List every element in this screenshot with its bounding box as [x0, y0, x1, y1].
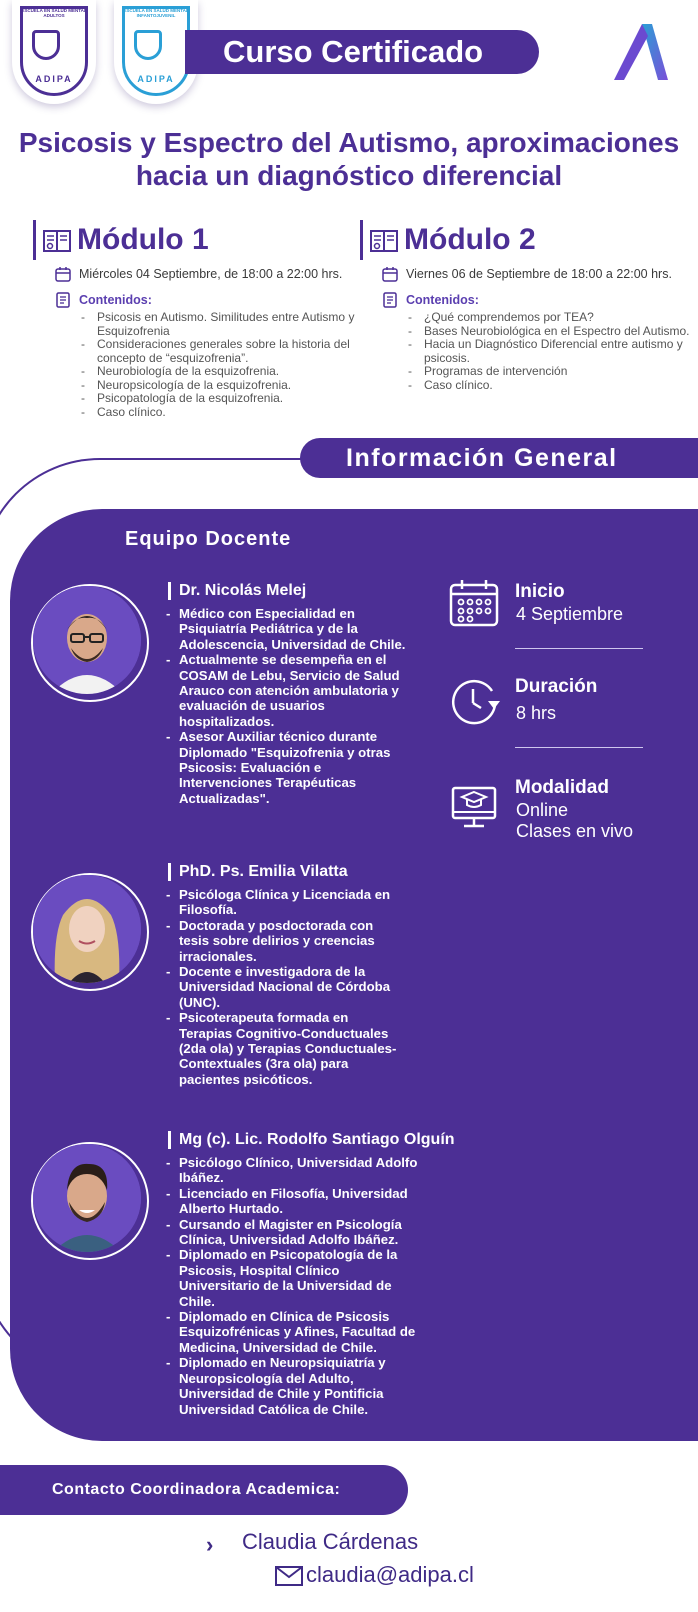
start-value: 4 Septiembre [516, 604, 624, 624]
mail-icon [275, 1566, 303, 1586]
module-1 [33, 220, 373, 419]
teacher-name: PhD. Ps. Emilia Vilatta [168, 863, 348, 881]
module-date: Viernes 06 de Septiembre de 18:00 a 22:00 hrs. [406, 267, 672, 281]
course-type-banner: Curso Certificado [185, 30, 539, 74]
list-item: - Programas de intervención [406, 365, 698, 379]
avatar [33, 586, 141, 694]
list-item: - Psicopatología de la esquizofrenia. [79, 392, 373, 406]
adipa-a-logo-icon [612, 22, 668, 82]
list-item: - Médico con Especialidad en Psiquiatría Pediátrica y de la Adolescencia, Universidad de Chile. [166, 606, 406, 652]
badge-brand: ADIPA [137, 74, 175, 84]
list-item: - ¿Qué comprendemos por TEA? [406, 311, 698, 325]
teacher-photo [33, 875, 141, 983]
contact-name: Claudia Cárdenas [242, 1529, 419, 1554]
list-item: - Doctorada y posdoctorada con tesis sobre delirios y creencias irracionales. [166, 918, 402, 964]
module-date: Miércoles 04 Septiembre, de 18:00 a 22:00 hrs. [79, 267, 343, 281]
list-item: - Hacia un Diagnóstico Diferencial entre autismo y psicosis. [406, 338, 698, 365]
start-label: Inicio [515, 581, 565, 602]
list-item: - Neuropsicología de la esquizofrenia. [79, 379, 373, 393]
list-item: - Psicólogo Clínico, Universidad Adolfo Ibáñez. [166, 1155, 422, 1186]
avatar [33, 875, 141, 983]
clock-icon [448, 675, 500, 727]
document-icon [382, 292, 398, 308]
list-item: - Consideraciones generales sobre la historia del concepto de “esquizofrenia”. [79, 338, 373, 365]
book-icon [369, 226, 399, 254]
list-item: - Actualmente se desempeña en el COSAM de Lebu, Servicio de Salud Arauco con atención ambulatoria y evaluación de usuarios hospitalizados. [166, 652, 406, 729]
contents-label: Contenidos: [79, 293, 152, 307]
module-title: Módulo 2 [404, 223, 536, 256]
online-class-icon [448, 778, 500, 830]
course-title: Psicosis y Espectro del Autismo, aproximaciones hacia un diagnóstico diferencial [18, 127, 680, 191]
badge-brand: ADIPA [35, 74, 73, 84]
adipa-adultos-badge [12, 0, 96, 104]
modality-value: Online [516, 800, 569, 820]
shield-icon [32, 30, 60, 60]
teacher-bio-list [166, 606, 406, 806]
duration-label: Duración [515, 676, 598, 697]
module-title: Módulo 1 [77, 223, 209, 256]
document-icon [55, 292, 71, 308]
contents-label: Contenidos: [406, 293, 479, 307]
list-item: - Docente e investigadora de la Universidad Nacional de Córdoba (UNC). [166, 964, 402, 1010]
badge-caption: ESCUELA EN SALUD MENTAL INFANTOJUVENIL [123, 8, 189, 18]
avatar-ring [31, 1142, 149, 1260]
list-item: - Neurobiología de la esquizofrenia. [79, 365, 373, 379]
duration-value: 8 hrs [516, 703, 557, 723]
list-item: - Psicoterapeuta formada en Terapias Cognitivo-Conductuales (2da ola) y Terapias Conductuales-Contextuales (3ra ola) para pacientes psicóticos. [166, 1010, 402, 1087]
teacher-photo [33, 586, 141, 694]
module-contents-list [406, 311, 698, 392]
calendar-icon [55, 266, 71, 282]
shield-icon [134, 30, 162, 60]
teacher-name: Mg (c). Lic. Rodolfo Santiago Olguín [168, 1131, 455, 1149]
list-item: - Asesor Auxiliar técnico durante Diplomado "Esquizofrenia y otras Psicosis: Evaluación e Intervenciones Terapéuticas Actualizadas". [166, 729, 406, 806]
list-item: - Psicóloga Clínica y Licenciada en Filosofía. [166, 887, 402, 918]
teacher-photo [33, 1144, 141, 1252]
module-contents-list [79, 311, 373, 419]
teacher-bio-list [166, 1155, 422, 1417]
modality-value-detail: Clases en vivo [516, 821, 634, 841]
list-item: - Cursando el Magister en Psicología Clínica, Universidad Adolfo Ibáñez. [166, 1217, 422, 1248]
list-item: - Psicosis en Autismo. Similitudes entre Autismo y Esquizofrenia [79, 311, 373, 338]
info-general-banner: Información General [300, 438, 698, 478]
list-item: - Diplomado en Neuropsiquiatría y Neuropsicología del Adulto, Universidad de Chile y Pontificia Universidad Católica de Chile. [166, 1355, 422, 1417]
list-item: - Caso clínico. [79, 406, 373, 420]
book-icon [42, 226, 72, 254]
module-2 [360, 220, 698, 392]
chevron-right-icon: › [206, 1532, 214, 1557]
team-title: Equipo Docente [125, 528, 292, 550]
calendar-icon [382, 266, 398, 282]
teacher-bio-list [166, 887, 402, 1087]
divider [515, 648, 643, 649]
avatar-ring [31, 873, 149, 991]
list-item: - Licenciado en Filosofía, Universidad Alberto Hurtado. [166, 1186, 422, 1217]
avatar [33, 1144, 141, 1252]
calendar-icon [448, 577, 500, 629]
list-item: - Caso clínico. [406, 379, 698, 393]
contact-email-link[interactable]: claudia@adipa.cl [306, 1562, 474, 1587]
list-item: - Diplomado en Clínica de Psicosis Esquizofrénicas y Afines, Facultad de Medicina, Universidad de Chile. [166, 1309, 422, 1355]
list-item: - Bases Neurobiológica en el Espectro del Autismo. [406, 325, 698, 339]
contact-banner: Contacto Coordinadora Academica: [0, 1465, 408, 1515]
divider [515, 747, 643, 748]
modality-label: Modalidad [515, 777, 609, 798]
badge-caption: ESCUELA EN SALUD MENTAL ADULTOS [21, 8, 87, 18]
avatar-ring [31, 584, 149, 702]
teacher-name: Dr. Nicolás Melej [168, 582, 306, 600]
list-item: - Diplomado en Psicopatología de la Psicosis, Hospital Clínico Universitario de la Universidad de Chile. [166, 1247, 422, 1309]
